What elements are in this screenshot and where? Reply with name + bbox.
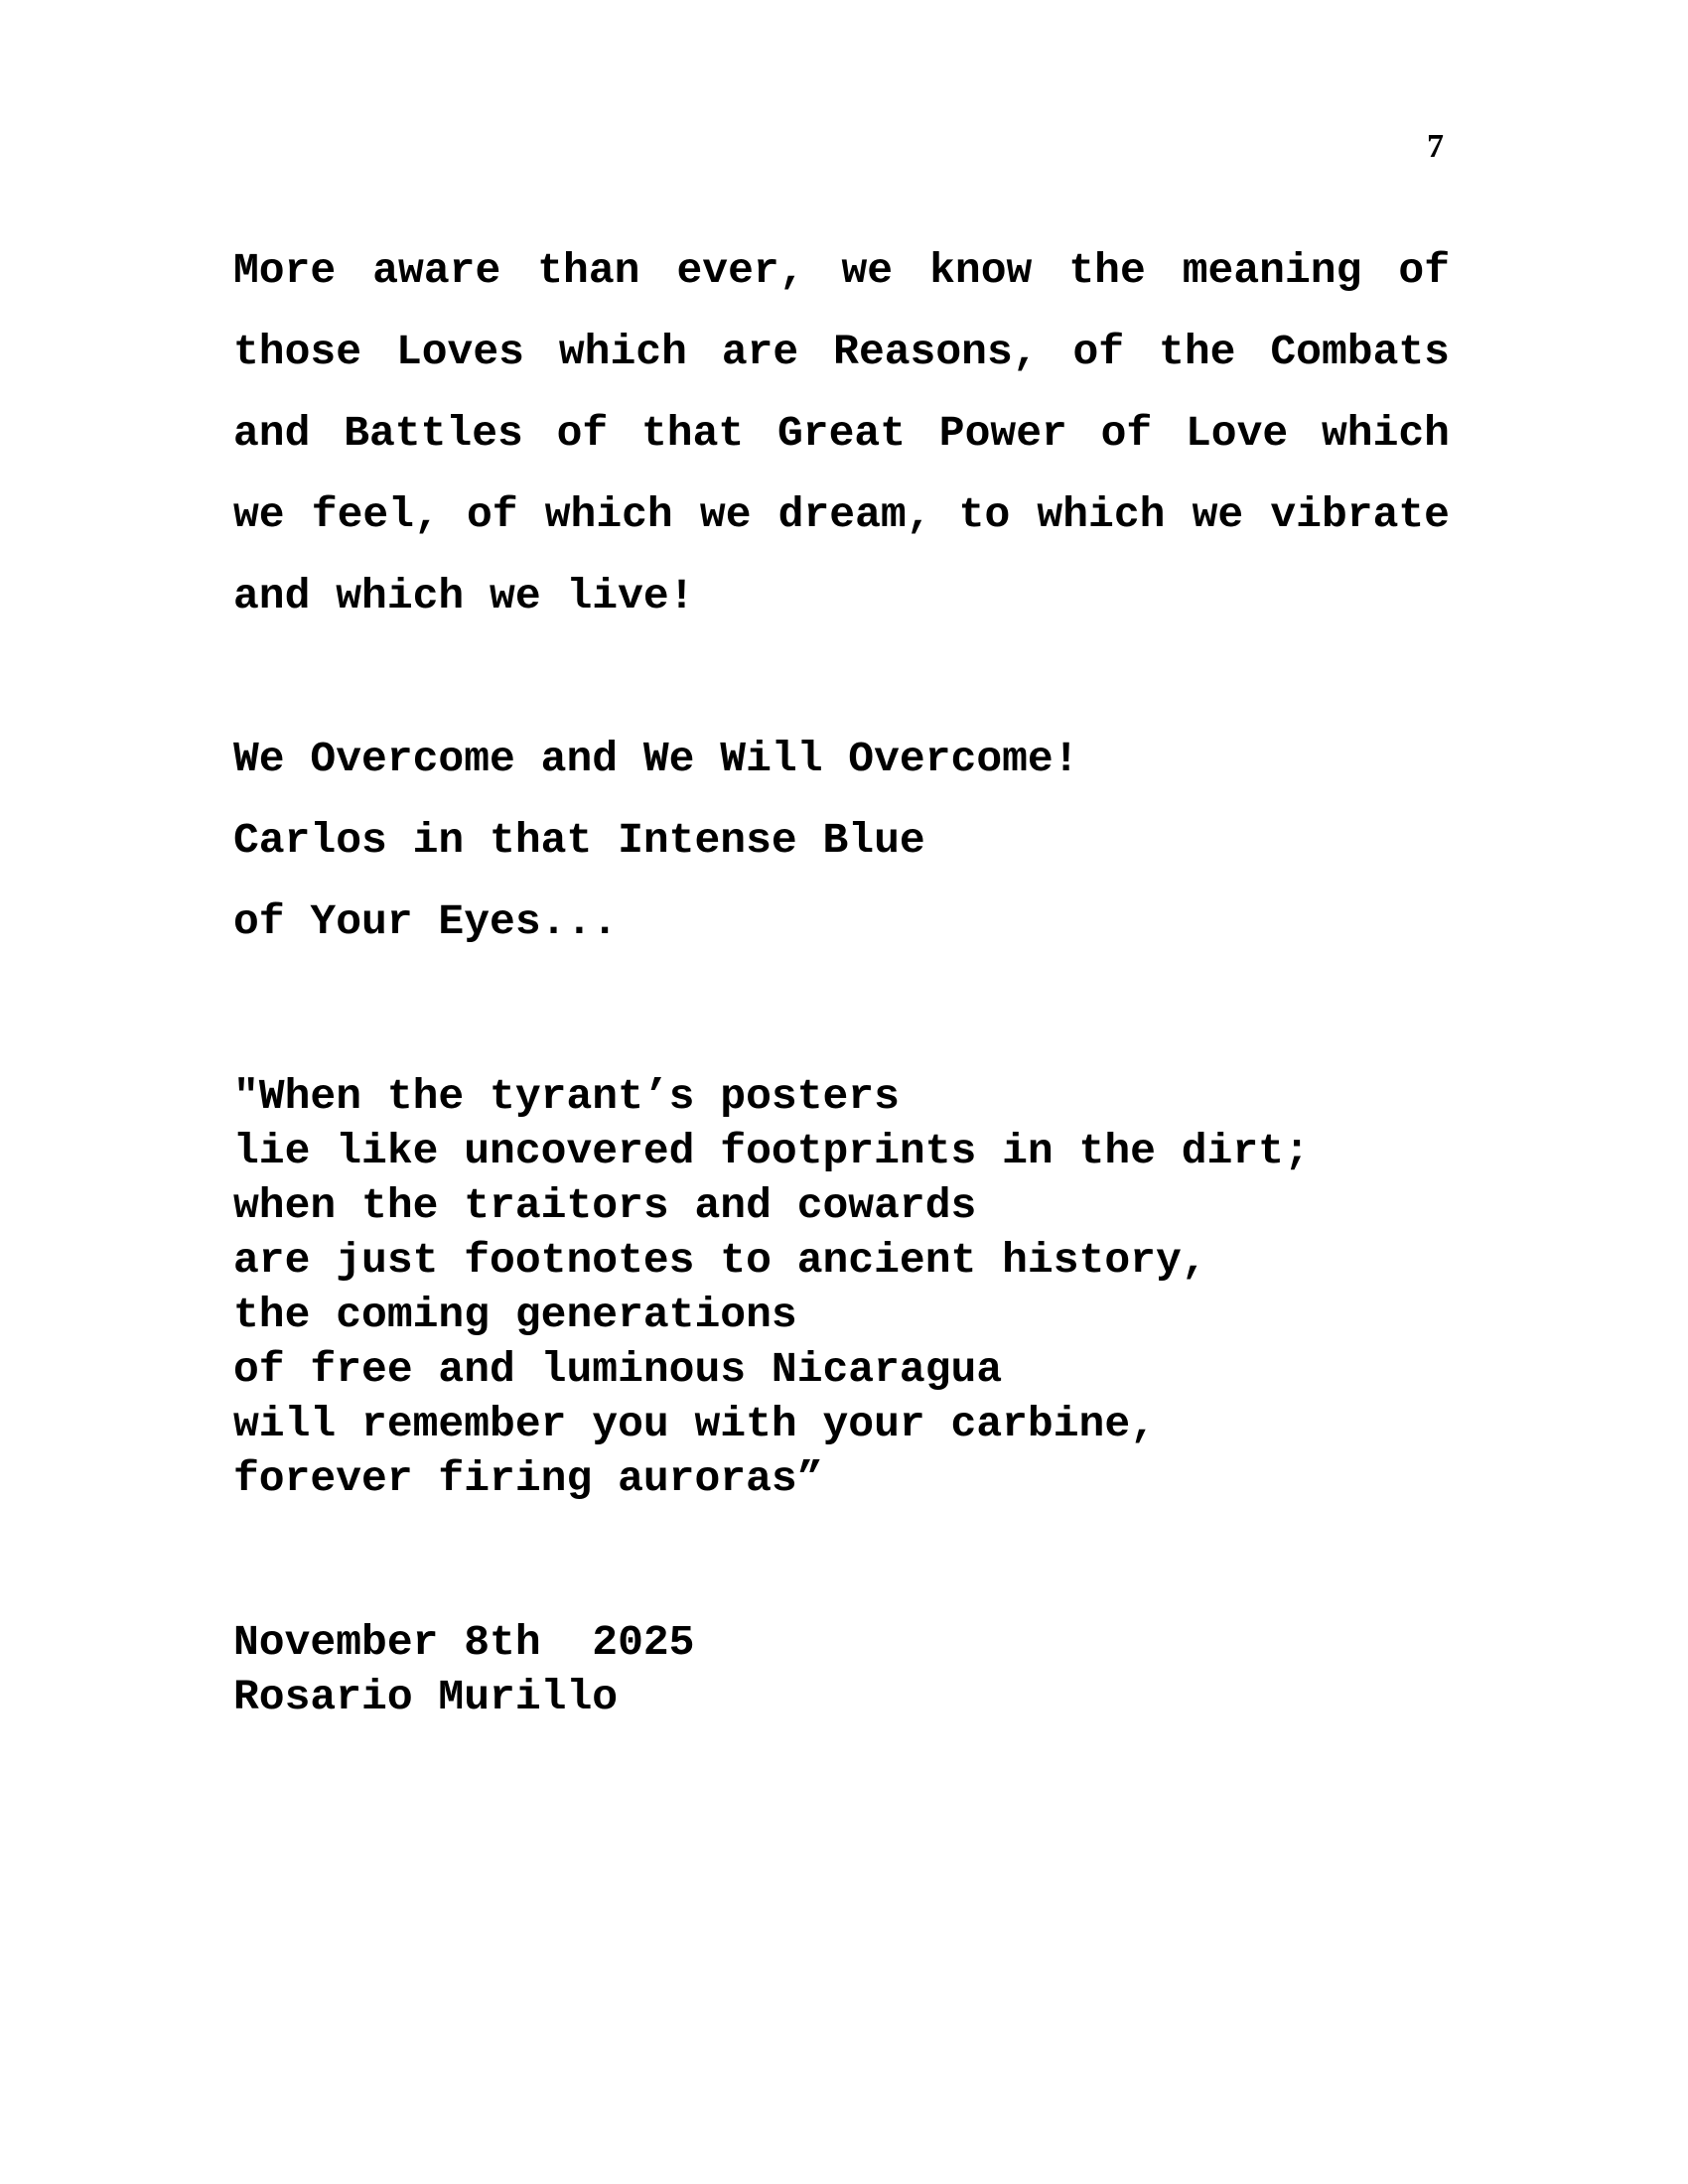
- closing-stanza: [233, 719, 1450, 963]
- stanza-line: We Overcome and We Will Overcome!: [233, 735, 1079, 783]
- stanza-line: Carlos in that Intense Blue: [233, 816, 925, 865]
- quote-line: lie like uncovered footprints in the dirt;: [233, 1127, 1310, 1175]
- signature-block: [233, 1615, 1450, 1724]
- page-number: 7: [1427, 128, 1444, 165]
- quote-line: the coming generations: [233, 1291, 797, 1339]
- quote-line: forever firing auroras”: [233, 1454, 823, 1503]
- quote-line: are just footnotes to ancient history,: [233, 1236, 1207, 1285]
- poem-quote: [233, 1069, 1450, 1506]
- intro-paragraph: More aware than ever, we know the meaning of those Loves which are Reasons, of the Combats and Battles of that Great Power of Love which we feel, of which we dream, to which we vibrate and which we live!: [233, 246, 1450, 620]
- quote-line: "When the tyrant’s posters: [233, 1072, 900, 1121]
- signature-date: November 8th 2025: [233, 1618, 695, 1667]
- quote-line: when the traitors and cowards: [233, 1181, 977, 1230]
- quote-line: will remember you with your carbine,: [233, 1400, 1156, 1448]
- signature-author: Rosario Murillo: [233, 1673, 619, 1721]
- document-body: [233, 230, 1450, 1724]
- stanza-line: of Your Eyes...: [233, 897, 619, 946]
- quote-line: of free and luminous Nicaragua: [233, 1345, 1003, 1394]
